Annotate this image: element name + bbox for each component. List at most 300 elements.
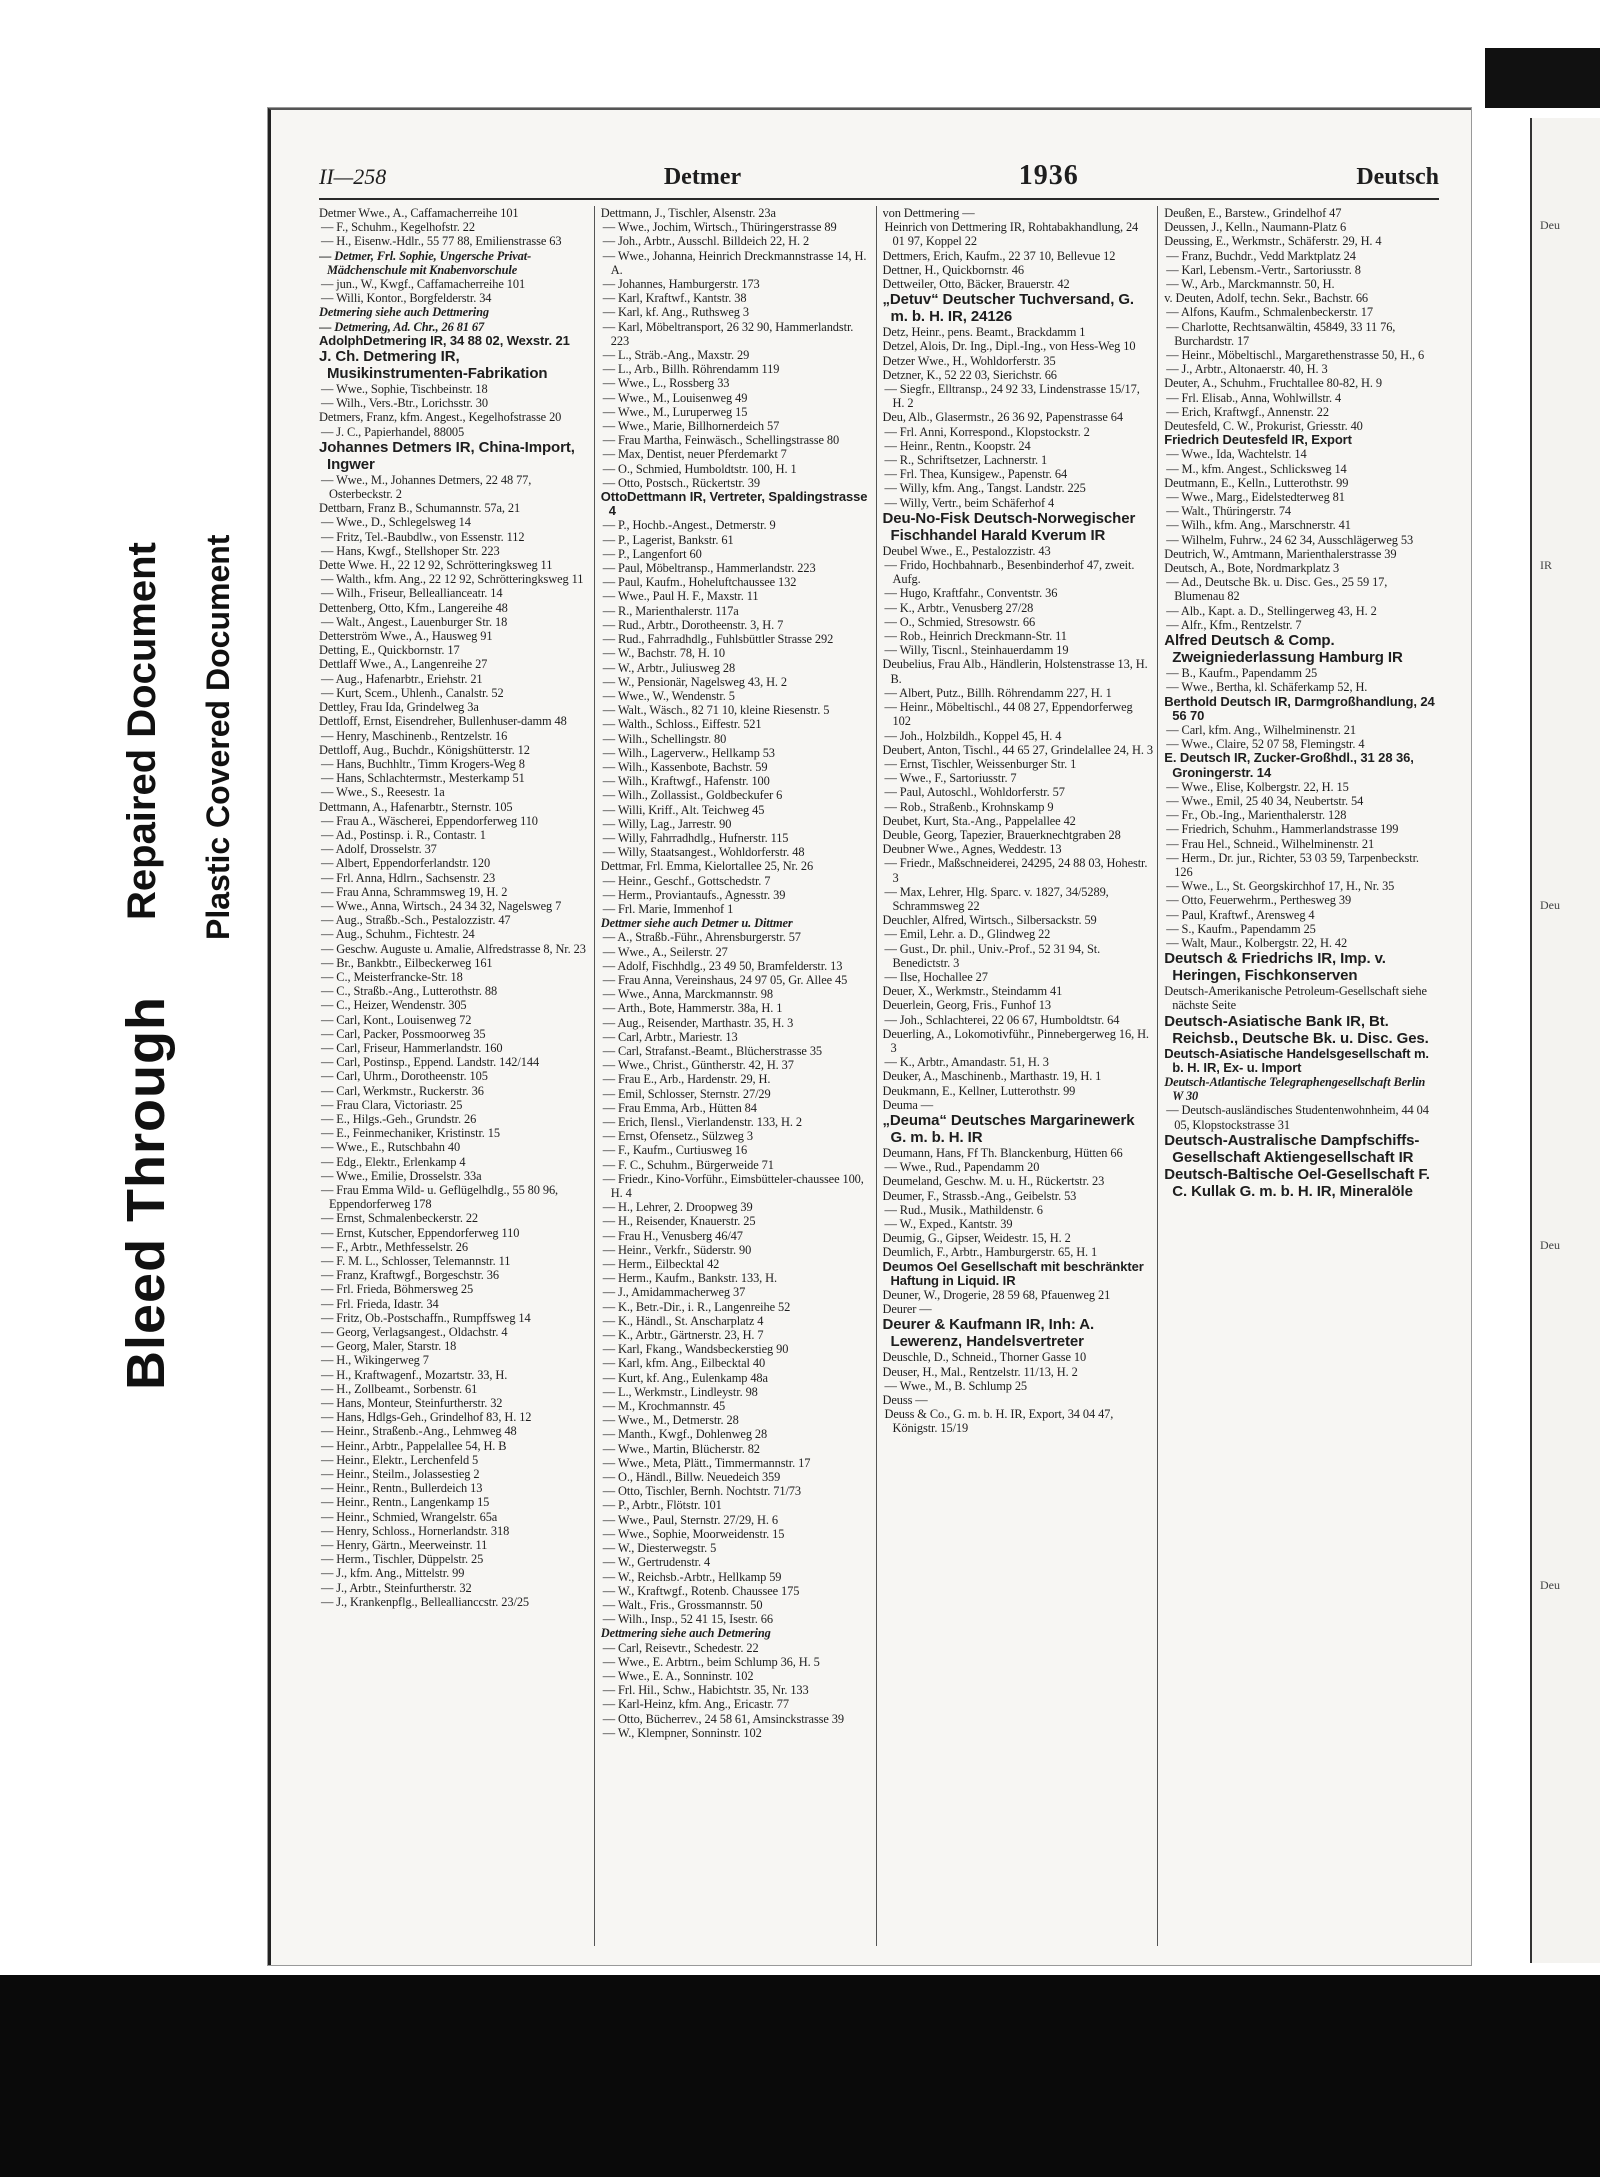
directory-entry: Dettmers, Erich, Kaufm., 22 37 10, Bellevue 12: [882, 248, 1116, 263]
directory-entry: — J. C., Papierhandel, 88005: [321, 424, 465, 439]
directory-entry: — Walt, Maur., Kolbergstr. 22, H. 42: [1166, 935, 1348, 950]
directory-entry: — F., Schuhm., Kegelhofstr. 22: [321, 220, 475, 235]
directory-entry: — F., Arbtr., Methfesselstr. 26: [321, 1239, 469, 1254]
directory-entry: — Ilse, Hochallee 27: [884, 969, 988, 984]
directory-entry: — Wwe., Johanna, Heinrich Dreckmannstrasse 14, H. A.: [602, 248, 867, 277]
directory-entry: — Frl. Anni, Korrespond., Klopstockstr. 2: [884, 424, 1090, 439]
directory-entry: — F., Kaufm., Curtiusweg 16: [602, 1143, 748, 1158]
directory-entry: — Wilh., Kassenbote, Bachstr. 59: [602, 759, 768, 774]
directory-entry: — S., Kaufm., Papendamm 25: [1166, 921, 1316, 936]
directory-entry: — Ernst, Kutscher, Eppendorferweg 110: [321, 1225, 520, 1240]
directory-entry: — Rud., Musik., Mathildenstr. 6: [884, 1202, 1043, 1217]
directory-entry: Deubet, Kurt, Sta.-Ang., Pappelallee 42: [882, 813, 1076, 828]
directory-entry: E. Deutsch IR, Zucker-Großhdl., 31 28 36, Groningerstr. 14: [1164, 750, 1414, 780]
directory-entry: — Wwe., Paul H. F., Maxstr. 11: [602, 589, 759, 604]
directory-entry: — Heinr., Rentn., Langenkamp 15: [321, 1495, 490, 1510]
directory-entry: — W., Klempner, Sonninstr. 102: [602, 1725, 762, 1740]
directory-entry: — Wwe., S., Reesestr. 1a: [321, 785, 445, 800]
directory-entry: „Deuma“ Deutsches Margarinewerk G. m. b. H. IR: [882, 1111, 1135, 1146]
directory-entry: Dettner, H., Quickbornstr. 46: [882, 262, 1024, 277]
directory-entry: — Wwe., E. Arbtrn., beim Schlump 36, H. 5: [602, 1654, 820, 1669]
directory-entry: — Wwe., L., St. Georgskirchhof 17, H., Nr. 35: [1166, 879, 1395, 894]
directory-entry: — Frau A., Wäscherei, Eppendorferweg 110: [321, 813, 538, 828]
directory-entry: — Herm., Proviantaufs., Agnesstr. 39: [602, 887, 786, 902]
directory-entry: — Rud., Arbtr., Dorotheenstr. 3, H. 7: [602, 617, 784, 632]
directory-entry: — Hans, Buchhltr., Timm Krogers-Weg 8: [321, 756, 525, 771]
directory-entry: Deuchler, Alfred, Wirtsch., Silbersackstr. 59: [882, 913, 1097, 928]
directory-entry: — Wwe., Marg., Eidelstedterweg 81: [1166, 490, 1345, 505]
directory-entry: — Heinr., Möbeltischl., 44 08 27, Eppendorferweg 102: [884, 700, 1133, 729]
directory-entry: — C., Meisterfrancke-Str. 18: [321, 969, 463, 984]
directory-entry: — Karl, Kraftwf., Kantstr. 38: [602, 291, 747, 306]
directory-entry: Dettlaff Wwe., A., Langenreihe 27: [319, 657, 488, 672]
directory-entry: — Karl, kfm. Ang., Eilbecktal 40: [602, 1356, 766, 1371]
directory-entry: — Walt., Wäsch., 82 71 10, kleine Riesenstr. 5: [602, 703, 830, 718]
directory-entry: Deußen, E., Barstew., Grindelhof 47: [1164, 206, 1342, 220]
directory-entry: — Walt., Angest., Lauenburger Str. 18: [321, 614, 508, 629]
directory-entry: — Wilhelm, Fuhrw., 24 62 34, Ausschlägerweg 53: [1166, 532, 1414, 547]
directory-entry: — Willy, Fahrradhdlg., Hufnerstr. 115: [602, 830, 789, 845]
strip-fragment: IR: [1540, 558, 1552, 572]
directory-entry: Deumann, Hans, Ff Th. Blanckenburg, Hütten 66: [882, 1145, 1123, 1160]
directory-page: [268, 108, 1471, 1965]
directory-entry: — Heinr., Rentn., Koopstr. 24: [884, 438, 1031, 453]
directory-entry: — Carl, Uhrm., Dorotheenstr. 105: [321, 1069, 488, 1084]
directory-entry: — Wwe., E., Rutschbahn 40: [321, 1140, 461, 1155]
directory-entry: — O., Schmied, Stresowstr. 66: [884, 614, 1036, 629]
directory-entry: — C., Straßb.-Ang., Lutterothstr. 88: [321, 984, 498, 999]
directory-entry: — Walt., Fris., Grossmannstr. 50: [602, 1597, 763, 1612]
directory-entry: Heinrich von Dettmering IR, Rohtabakhandlung, 24 01 97, Koppel 22: [884, 220, 1139, 249]
directory-entry: — Carl, Arbtr., Mariestr. 13: [602, 1029, 738, 1044]
directory-entry: — Wwe., L., Rossberg 33: [602, 376, 730, 391]
directory-entry: — Joh., Holzbildh., Koppel 45, H. 4: [884, 728, 1062, 743]
directory-entry: — Friedr., Maßschneiderei, 24295, 24 88 03, Hohestr. 3: [884, 856, 1148, 885]
directory-entry: — Wilh., Kraftwgf., Hafenstr. 100: [602, 774, 770, 789]
directory-entry: — Erich, Ilensl., Vierlandenstr. 133, H. 2: [602, 1115, 802, 1129]
directory-entry: — Wwe., F., Sartoriusstr. 7: [884, 771, 1017, 786]
directory-entry: — Heinr., Steilm., Jolassestieg 2: [321, 1467, 480, 1482]
directory-entry: — O., Händl., Billw. Neuedeich 359: [602, 1470, 781, 1485]
directory-entry: — Carl, Strafanst.-Beamt., Blücherstrasse 35: [602, 1043, 823, 1058]
directory-entry: — Frl. Frieda, Idastr. 34: [321, 1296, 439, 1311]
directory-entry: Deussing, E., Werkmstr., Schäferstr. 29, H. 4: [1164, 234, 1382, 249]
directory-entry: — Wwe., Claire, 52 07 58, Flemingstr. 4: [1166, 737, 1365, 752]
directory-entry: Detzner, K., 52 22 03, Sierichstr. 66: [882, 367, 1057, 382]
directory-entry: — Friedrich, Schuhm., Hammerlandstrasse 199: [1166, 822, 1399, 837]
directory-entry: Dette Wwe. H., 22 12 92, Schrötteringksweg 11: [319, 558, 553, 573]
directory-entry: — Wwe., Martin, Blücherstr. 82: [602, 1441, 760, 1456]
directory-entry: — R., Marienthalerstr. 117a: [602, 603, 739, 618]
directory-entry: Dettmar, Frl. Emma, Kielortallee 25, Nr. 26: [600, 859, 814, 874]
directory-entry: — Alb., Kapt. a. D., Stellingerweg 43, H. 2: [1166, 603, 1377, 618]
directory-entry: — Aug., Schuhm., Fichtestr. 24: [321, 927, 475, 942]
directory-entry: Friedrich Deutesfeld IR, Export: [1164, 432, 1352, 448]
directory-entry: Detzer Wwe., H., Wohldorferstr. 35: [882, 353, 1056, 368]
directory-entry: Dettmann, A., Hafenarbtr., Sternstr. 105: [319, 799, 513, 814]
directory-entry: — Herm., Eilbecktal 42: [602, 1257, 720, 1272]
directory-entry: Deukmann, E., Kellner, Lutterothstr. 99: [882, 1083, 1076, 1098]
directory-entry: — Henry, Gärtn., Meerweinstr. 11: [321, 1538, 488, 1553]
directory-entry: — Wwe., E. A., Sonninstr. 102: [602, 1668, 754, 1683]
directory-entry: — Heinr., Möbeltischl., Margarethenstrasse 50, H., 6: [1166, 348, 1425, 363]
directory-entry: — Br., Bankbtr., Eilbeckerweg 161: [321, 955, 493, 970]
directory-entry: — Heinr., Schmied, Wrangelstr. 65a: [321, 1509, 498, 1524]
directory-entry: — Georg, Verlagsangest., Oldachstr. 4: [321, 1325, 508, 1340]
directory-entry: — Wwe., M., Louisenweg 49: [602, 390, 748, 405]
directory-entry: Deutsch-Atlantische Telegraphengesellschaft Berlin W 30: [1164, 1074, 1426, 1104]
directory-entry: — Karl, Lebensm.-Vertr., Sartoriusstr. 8: [1166, 262, 1361, 277]
directory-entry: — K., Betr.-Dir., i. R., Langenreihe 52: [602, 1299, 791, 1314]
directory-entry: — W., Bachstr. 78, H. 10: [602, 646, 725, 661]
directory-entry: — Wwe., Ida, Wachtelstr. 14: [1166, 447, 1307, 462]
directory-entry: — Hugo, Kraftfahr., Conventstr. 36: [884, 586, 1058, 601]
directory-entry: — Georg, Maler, Starstr. 18: [321, 1339, 457, 1354]
directory-entry: — Wwe., Anna, Marckmannstr. 98: [602, 987, 773, 1002]
directory-entry: — Frau Emma, Arb., Hütten 84: [602, 1100, 757, 1115]
directory-entry: Detting, E., Quickbornstr. 17: [319, 643, 460, 658]
directory-entry: — Albert, Eppendorferlandstr. 120: [321, 856, 491, 871]
directory-entry: — Herm., Tischler, Düppelstr. 25: [321, 1552, 484, 1567]
directory-entry: — Walth., Schloss., Eiffestr. 521: [602, 717, 762, 732]
directory-entry: — Frau H., Venusberg 46/47: [602, 1228, 743, 1243]
directory-entry: Deuss —: [882, 1393, 928, 1408]
directory-entry: — Wwe., Anna, Wirtsch., 24 34 32, Nagelsweg 7: [321, 898, 562, 913]
directory-entry: Deumeland, Geschw. M. u. H., Rückertstr. 23: [882, 1174, 1105, 1189]
directory-entry: — J., Arbtr., Steinfurtherstr. 32: [321, 1580, 472, 1595]
directory-entry: OttoDettmann IR, Vertreter, Spaldingstrasse 4: [600, 489, 868, 519]
directory-entry: Deumig, G., Gipser, Weidestr. 15, H. 2: [882, 1231, 1071, 1246]
directory-entry: — Otto, Bücherrev., 24 58 61, Amsinckstrasse 39: [602, 1711, 844, 1726]
directory-entry: — Wwe., M., Luruperweg 15: [602, 404, 748, 419]
directory-entry: — W., Gertrudenstr. 4: [602, 1555, 711, 1570]
directory-entry: — Deutsch-ausländisches Studentenwohnheim, 44 04 05, Klopstockstrasse 31: [1166, 1103, 1429, 1132]
directory-entry: — M., kfm. Angest., Schlicksweg 14: [1166, 461, 1347, 476]
directory-entry: — Frido, Hochbahnarb., Besenbinderhof 47, zweit. Aufg.: [884, 558, 1135, 587]
directory-entry: — Paul, Möbeltransp., Hammerlandstr. 223: [602, 561, 816, 576]
directory-entry: — Wilh., Schellingstr. 80: [602, 731, 727, 746]
directory-entry: — Siegfr., Elltransp., 24 92 33, Lindenstrasse 15/17, H. 2: [884, 382, 1140, 411]
directory-entry: Deurer —: [882, 1302, 932, 1317]
directory-entry: Deuker, A., Maschinenb., Marthastr. 19, H. 1: [882, 1069, 1102, 1084]
directory-entry: — Henry, Maschinenb., Rentzelstr. 16: [321, 728, 508, 743]
directory-entry: Dettloff, Ernst, Eisendreher, Bullenhuser-damm 48: [319, 714, 567, 729]
header-year: 1936: [1018, 160, 1079, 191]
directory-entry: Dettley, Frau Ida, Grindelweg 3a: [319, 700, 479, 715]
directory-entry: Deubner Wwe., Agnes, Weddestr. 13: [882, 842, 1062, 857]
directory-entry: — Gust., Dr. phil., Univ.-Prof., 52 31 94, St. Benedictstr. 3: [884, 941, 1101, 970]
directory-entry: — K., Händl., St. Anscharplatz 4: [602, 1313, 764, 1328]
directory-entry: — Ernst, Tischler, Weissenburger Str. 1: [884, 756, 1077, 771]
directory-entry: — B., Kaufm., Papendamm 25: [1166, 666, 1318, 681]
directory-entry: — O., Schmied, Humboldtstr. 100, H. 1: [602, 461, 797, 476]
directory-entry: — Wwe., Elise, Kolbergstr. 22, H. 15: [1166, 779, 1349, 794]
directory-entry: — P., Lagerist, Bankstr. 61: [602, 532, 734, 547]
directory-entry: — Carl, kfm. Ang., Wilhelminenstr. 21: [1166, 722, 1356, 737]
directory-entry: Deuss & Co., G. m. b. H. IR, Export, 34 04 47, Königstr. 15/19: [884, 1407, 1114, 1436]
directory-entry: — jun., W., Kwgf., Caffamacherreihe 101: [321, 277, 526, 292]
page-header: [319, 160, 1439, 200]
directory-entry: — Frau E., Arb., Hardenstr. 29, H.: [602, 1072, 771, 1087]
directory-entry: — Karl, kf. Ang., Ruthsweg 3: [602, 305, 749, 320]
directory-entry: Deumos Oel Gesellschaft mit beschränkter Haftung in Liquid. IR: [882, 1258, 1144, 1288]
directory-entry: — Otto, Feuerwehrm., Perthesweg 39: [1166, 893, 1352, 908]
directory-entry: — Wwe., Meta, Plätt., Timmermannstr. 17: [602, 1455, 811, 1470]
directory-entry: — W., Pensionär, Nagelsweg 43, H. 2: [602, 674, 788, 689]
label-plastic-covered-document: Plastic Covered Document: [200, 534, 236, 940]
directory-entry: Deutsch & Friedrichs IR, Imp. v. Heringen, Fischkonserven: [1164, 950, 1386, 985]
directory-entry: — Arth., Bote, Hammerstr. 38a, H. 1: [602, 1001, 783, 1016]
directory-entry: Deubelius, Frau Alb., Händlerin, Holstenstrasse 13, H. B.: [882, 657, 1148, 686]
directory-entry: — Joh., Schlachterei, 22 06 67, Humboldtstr. 64: [884, 1012, 1120, 1027]
directory-entry: — Willy, kfm. Ang., Tangst. Landstr. 225: [884, 481, 1086, 496]
directory-entry: v. Deuten, Adolf, techn. Sekr., Bachstr. 66: [1164, 291, 1369, 306]
column-2: [601, 206, 877, 1946]
directory-entry: — Paul, Kaufm., Hoheluftchaussee 132: [602, 575, 797, 590]
directory-entry: — Frl. Hil., Schw., Habichtstr. 35, Nr. 133: [602, 1683, 809, 1698]
directory-entry: — Willy, Lag., Jarrestr. 90: [602, 816, 732, 831]
directory-entry: — Detmer, Frl. Sophie, Ungersche Privat-Mädchenschule mit Knabenvorschule: [319, 248, 532, 277]
directory-entry: — Rob., Straßenb., Krohnskamp 9: [884, 799, 1054, 814]
directory-entry: — Frl. Thea, Kunsigew., Papenstr. 64: [884, 467, 1068, 482]
directory-entry: — Hans, Hdlgs-Geh., Grindelhof 83, H. 12: [321, 1410, 532, 1425]
directory-entry: — Karl, Möbeltransport, 26 32 90, Hammerlandstr. 223: [602, 319, 854, 348]
directory-entry: — Joh., Arbtr., Ausschl. Billdeich 22, H. 2: [602, 234, 810, 249]
directory-entry: — Ad., Deutsche Bk. u. Disc. Ges., 25 59 17, Blumenau 82: [1166, 575, 1388, 604]
directory-entry: Deutsch-Asiatische Handelsgesellschaft m. b. H. IR, Ex- u. Import: [1164, 1045, 1429, 1075]
directory-entry: — Adolf, Fischhdlg., 23 49 50, Bramfelderstr. 13: [602, 958, 843, 973]
directory-entry: — Otto, Postsch., Rückertstr. 39: [602, 475, 760, 490]
strip-fragment: Deu: [1540, 218, 1560, 232]
directory-entry: — K., Arbtr., Amandastr. 51, H. 3: [884, 1055, 1049, 1070]
directory-entry: — Wwe., W., Wendenstr. 5: [602, 688, 735, 703]
column-3: [883, 206, 1159, 1946]
directory-entry: — Frau Emma Wild- u. Geflügelhdlg., 55 80 96, Eppendorferweg 178: [321, 1183, 559, 1212]
directory-entry: — Paul, Autoschl., Wohldorferstr. 57: [884, 785, 1065, 800]
directory-entry: — Wilh., Insp., 52 41 15, Isestr. 66: [602, 1612, 773, 1627]
directory-columns: [319, 206, 1439, 1946]
directory-entry: — Hans, Schlachtermstr., Mesterkamp 51: [321, 771, 525, 786]
directory-entry: — K., Arbtr., Venusberg 27/28: [884, 600, 1034, 615]
directory-entry: Dettmann, J., Tischler, Alsenstr. 23a: [600, 206, 776, 220]
directory-entry: — J., Amidammacherweg 37: [602, 1285, 746, 1300]
directory-entry: — Karl-Heinz, kfm. Ang., Ericastr. 77: [602, 1697, 789, 1712]
directory-entry: — A., Straßb.-Führ., Ahrensburgerstr. 57: [602, 930, 801, 945]
directory-entry: — Hans, Kwgf., Stellshoper Str. 223: [321, 543, 500, 558]
directory-entry: — Hans, Monteur, Steinfurtherstr. 32: [321, 1396, 503, 1411]
directory-entry: Deutmann, E., Kelln., Lutterothstr. 99: [1164, 475, 1349, 490]
directory-entry: Detz, Heinr., pens. Beamt., Brackdamm 1: [882, 325, 1086, 340]
directory-entry: — Emil, Schlosser, Sternstr. 27/29: [602, 1086, 771, 1101]
directory-entry: Detmering siehe auch Dettmering: [319, 305, 490, 320]
directory-entry: — Aug., Straßb.-Sch., Pestalozzistr. 47: [321, 913, 511, 928]
directory-entry: Johannes Detmers IR, China-Import, Ingwer: [319, 438, 575, 473]
directory-entry: — Franz, Buchdr., Vedd Marktplatz 24: [1166, 248, 1356, 263]
directory-entry: von Dettmering —: [882, 206, 975, 220]
directory-entry: — L., Arb., Billh. Röhrendamm 119: [602, 362, 780, 377]
directory-entry: — Wilh., Friseur, Belleallianceatr. 14: [321, 586, 503, 601]
directory-entry: Deuer, X., Werkmstr., Steindamm 41: [882, 984, 1063, 999]
directory-entry: — Wwe., Marie, Billhornerdeich 57: [602, 419, 780, 434]
directory-entry: Deutsch, A., Bote, Nordmarkplatz 3: [1164, 561, 1340, 576]
directory-entry: — Geschw. Auguste u. Amalie, Alfredstrasse 8, Nr. 23: [321, 941, 586, 956]
directory-entry: — Otto, Tischler, Bernh. Nochtstr. 71/73: [602, 1484, 801, 1499]
directory-entry: — J., kfm. Ang., Mittelstr. 99: [321, 1566, 465, 1581]
strip-fragment: Deu: [1540, 1578, 1560, 1592]
directory-entry: — Adolf, Drosselstr. 37: [321, 842, 437, 857]
directory-entry: Detterström Wwe., A., Hausweg 91: [319, 629, 493, 644]
directory-entry: — Wwe., M., B. Schlump 25: [884, 1378, 1028, 1393]
directory-entry: Deu-No-Fisk Deutsch-Norwegischer Fischhandel Harald Kverum IR: [882, 509, 1136, 544]
directory-entry: — P., Langenfort 60: [602, 546, 702, 561]
directory-entry: — Fritz, Tel.-Baubdlw., von Essenstr. 112: [321, 529, 525, 544]
directory-entry: — W., Exped., Kantstr. 39: [884, 1217, 1013, 1231]
directory-entry: — Wwe., A., Seilerstr. 27: [602, 944, 728, 959]
directory-entry: Deuser, H., Mal., Rentzelstr. 11/13, H. 2: [882, 1364, 1078, 1379]
directory-entry: Dettmering siehe auch Detmering: [600, 1626, 771, 1641]
directory-entry: — Wwe., Christ., Güntherstr. 42, H. 37: [602, 1058, 794, 1073]
directory-entry: — Franz, Kraftwgf., Borgeschstr. 36: [321, 1268, 499, 1283]
directory-entry: — Wwe., M., Detmerstr. 28: [602, 1413, 739, 1428]
directory-entry: — Friedr., Kino-Vorführ., Eimsbütteler-chaussee 100, H. 4: [602, 1171, 864, 1201]
column-4: [1164, 206, 1439, 1946]
directory-entry: — W., Diesterwegstr. 5: [602, 1541, 717, 1556]
directory-entry: AdolphDetmering IR, 34 88 02, Wexstr. 21: [319, 332, 570, 348]
directory-entry: Deuble, Georg, Tapezier, Brauerknechtgraben 28: [882, 827, 1121, 842]
directory-entry: Dettmer siehe auch Detmer u. Dittmer: [600, 916, 793, 931]
directory-entry: Deussen, J., Kelln., Naumann-Platz 6: [1164, 220, 1347, 235]
directory-entry: — Frl. Frieda, Böhmersweg 25: [321, 1282, 474, 1297]
directory-entry: — Johannes, Hamburgerstr. 173: [602, 277, 760, 292]
directory-entry: — H., Wikingerweg 7: [321, 1353, 429, 1368]
directory-entry: Dettbarn, Franz B., Schumannstr. 57a, 21: [319, 501, 521, 516]
directory-entry: — Wwe., Sophie, Tischbeinstr. 18: [321, 382, 488, 397]
directory-entry: Deu, Alb., Glasermstr., 26 36 92, Papenstrasse 64: [882, 410, 1123, 425]
directory-entry: — L., Werkmstr., Lindleystr. 98: [602, 1384, 758, 1399]
directory-entry: — Frl. Elisab., Anna, Wohlwillstr. 4: [1166, 390, 1342, 405]
directory-entry: — W., Reichsb.-Arbtr., Hellkamp 59: [602, 1569, 782, 1584]
directory-entry: Deutrich, W., Amtmann, Marienthalerstrasse 39: [1164, 546, 1397, 561]
directory-entry: — Kurt, kf. Ang., Eulenkamp 48a: [602, 1370, 768, 1385]
directory-entry: — Ernst, Schmalenbeckerstr. 22: [321, 1211, 479, 1226]
directory-entry: — Aug., Reisender, Marthastr. 35, H. 3: [602, 1015, 794, 1030]
label-repaired-document: Repaired Document: [120, 542, 164, 920]
directory-entry: — Carl, Kont., Louisenweg 72: [321, 1012, 472, 1027]
label-bleed-through: Bleed Through: [116, 996, 176, 1390]
directory-entry: — Paul, Kraftwf., Arensweg 4: [1166, 907, 1315, 922]
directory-entry: — F. C., Schuhm., Bürgerweide 71: [602, 1157, 774, 1172]
directory-entry: — Frau Anna, Vereinshaus, 24 97 05, Gr. Allee 45: [602, 972, 848, 987]
directory-entry: — Ad., Postinsp. i. R., Contastr. 1: [321, 827, 486, 842]
directory-entry: Deumlich, F., Arbtr., Hamburgerstr. 65, H. 1: [882, 1245, 1098, 1260]
directory-entry: J. Ch. Detmering IR, Musikinstrumenten-Fabrikation: [319, 348, 548, 383]
page-number: II—258: [319, 164, 387, 189]
directory-entry: Deurer & Kaufmann IR, Inh: A. Lewerenz, Handelsvertreter: [882, 1316, 1095, 1351]
directory-entry: — Heinr., Rentn., Bullerdeich 13: [321, 1481, 483, 1496]
directory-entry: „Detuv“ Deutscher Tuchversand, G. m. b. H. IR, 24126: [882, 291, 1134, 326]
directory-entry: — Alfons, Kaufm., Schmalenbeckerstr. 17: [1166, 305, 1373, 320]
directory-entry: — Wwe., Jochim, Wirtsch., Thüringerstrasse 89: [602, 220, 837, 235]
directory-entry: — Rob., Heinrich Dreckmann-Str. 11: [884, 629, 1067, 644]
directory-entry: Deuschle, D., Schneid., Thorner Gasse 10: [882, 1350, 1087, 1365]
directory-entry: — Aug., Hafenarbtr., Eriehstr. 21: [321, 671, 483, 686]
directory-entry: Deutsch-Amerikanische Petroleum-Gesellschaft siehe nächste Seite: [1164, 984, 1427, 1013]
directory-entry: — Heinr., Verkfr., Süderstr. 90: [602, 1242, 752, 1257]
directory-entry: — J., Arbtr., Altonaerstr. 40, H. 3: [1166, 362, 1328, 377]
directory-entry: Deuma —: [882, 1097, 934, 1112]
scanner-edge-top: [1485, 48, 1600, 108]
directory-entry: — Walth., kfm. Ang., 22 12 92, Schrötteringksweg 11: [321, 572, 584, 587]
directory-entry: — Kurt, Scem., Uhlenh., Canalstr. 52: [321, 685, 504, 700]
directory-entry: — Heinr., Geschf., Gottschedstr. 7: [602, 873, 771, 888]
directory-entry: — Carl, Friseur, Hammerlandstr. 160: [321, 1040, 503, 1055]
directory-entry: — Carl, Reisevtr., Schedestr. 22: [602, 1640, 759, 1655]
directory-entry: — Wwe., M., Johannes Detmers, 22 48 77, Osterbeckstr. 2: [321, 472, 532, 502]
directory-entry: — J., Krankenpflg., Belleallianccstr. 23/25: [321, 1594, 530, 1609]
directory-entry: — Willy, Staatsangest., Wohldorferstr. 48: [602, 845, 805, 860]
strip-fragment: Deu: [1540, 1238, 1560, 1252]
directory-entry: — E., Feinmechaniker, Kristinstr. 15: [321, 1126, 500, 1141]
directory-entry: — P., Arbtr., Flötstr. 101: [602, 1498, 722, 1513]
directory-entry: — Wwe., Emilie, Drosselstr. 33a: [321, 1168, 482, 1183]
directory-entry: — Alfr., Kfm., Rentzelstr. 7: [1166, 617, 1302, 632]
directory-entry: — Heinr., Arbtr., Pappelallee 54, H. B: [321, 1438, 507, 1453]
directory-entry: — Herm., Dr. jur., Richter, 53 03 59, Tarpenbeckstr. 126: [1166, 850, 1419, 879]
directory-entry: Alfred Deutsch & Comp. Zweigniederlassung Hamburg IR: [1164, 632, 1403, 667]
directory-entry: — Manth., Kwgf., Dohlenweg 28: [602, 1427, 768, 1442]
directory-entry: Deubel Wwe., E., Pestalozzistr. 43: [882, 543, 1051, 558]
directory-entry: — Max, Lehrer, Hlg. Sparc. v. 1827, 34/5289, Schrammsweg 22: [884, 884, 1109, 913]
header-left-word: Detmer: [663, 164, 742, 190]
directory-entry: — Frl. Marie, Immenhof 1: [602, 901, 734, 916]
directory-entry: — Frau Clara, Victoriastr. 25: [321, 1097, 463, 1112]
directory-entry: — Frau Martha, Feinwäsch., Schellingstrasse 80: [602, 433, 840, 448]
directory-entry: — Albert, Putz., Billh. Röhrendamm 227, H. 1: [884, 685, 1112, 700]
directory-entry: — W., Arbtr., Juliusweg 28: [602, 660, 736, 675]
directory-entry: — Wilh., Lagerverw., Hellkamp 53: [602, 745, 775, 760]
directory-entry: Berthold Deutsch IR, Darmgroßhandlung, 24 56 70: [1164, 693, 1435, 723]
directory-entry: — Frau Hel., Schneid., Wilhelminenstr. 21: [1166, 836, 1375, 851]
directory-entry: — Carl, Packer, Possmoorweg 35: [321, 1026, 486, 1041]
directory-entry: — C., Heizer, Wendenstr. 305: [321, 998, 467, 1013]
directory-entry: — Fritz, Ob.-Postschaffn., Rumpffsweg 14: [321, 1310, 531, 1325]
strip-fragment: Deu: [1540, 898, 1560, 912]
directory-entry: — Carl, Postinsp., Eppend. Landstr. 142/144: [321, 1055, 540, 1070]
directory-entry: Deutsch-Baltische Oel-Gesellschaft F. C. Kullak G. m. b. H. IR, Mineralöle: [1164, 1165, 1430, 1200]
directory-entry: Deutsch-Australische Dampfschiffs-Gesellschaft Aktiengesellschaft IR: [1164, 1131, 1420, 1166]
directory-entry: — Wwe., Emil, 25 40 34, Neubertstr. 54: [1166, 793, 1364, 808]
directory-entry: Deuter, A., Schuhm., Fruchtallee 80-82, H. 9: [1164, 376, 1382, 391]
directory-entry: Deumer, F., Strassb.-Ang., Geibelstr. 53: [882, 1188, 1077, 1203]
directory-entry: — Edg., Elektr., Erlenkamp 4: [321, 1154, 466, 1169]
directory-entry: — Wwe., D., Schlegelsweg 14: [321, 515, 471, 530]
directory-entry: — H., Eisenw.-Hdlr., 55 77 88, Emilienstrasse 63: [321, 234, 562, 249]
directory-entry: — Wilh., Vers.-Btr., Lorichsstr. 30: [321, 396, 488, 411]
directory-entry: — Willi, Kriff., Alt. Teichweg 45: [602, 802, 765, 817]
directory-entry: Deuerlein, Georg, Fris., Funhof 13: [882, 998, 1051, 1013]
directory-entry: — K., Arbtr., Gärtnerstr. 23, H. 7: [602, 1328, 764, 1343]
directory-entry: — Wwe., Paul, Sternstr. 27/29, H. 6: [602, 1512, 778, 1527]
scanner-edge-bottom: [0, 1975, 1600, 2177]
directory-entry: Dettweiler, Otto, Bäcker, Brauerstr. 42: [882, 277, 1070, 292]
directory-entry: — P., Hochb.-Angest., Detmerstr. 9: [602, 518, 776, 533]
directory-entry: — Walt., Thüringerstr. 74: [1166, 504, 1292, 519]
directory-entry: — E., Hilgs.-Geh., Grundstr. 26: [321, 1111, 477, 1126]
directory-entry: Deutesfeld, C. W., Prokurist, Griesstr. 40: [1164, 419, 1363, 434]
directory-entry: — Willy, Vertr., beim Schäferhof 4: [884, 495, 1055, 510]
directory-entry: — Fr., Ob.-Ing., Marienthalerstr. 128: [1166, 808, 1347, 823]
directory-entry: — Detmering, Ad. Chr., 26 81 67: [319, 319, 485, 334]
